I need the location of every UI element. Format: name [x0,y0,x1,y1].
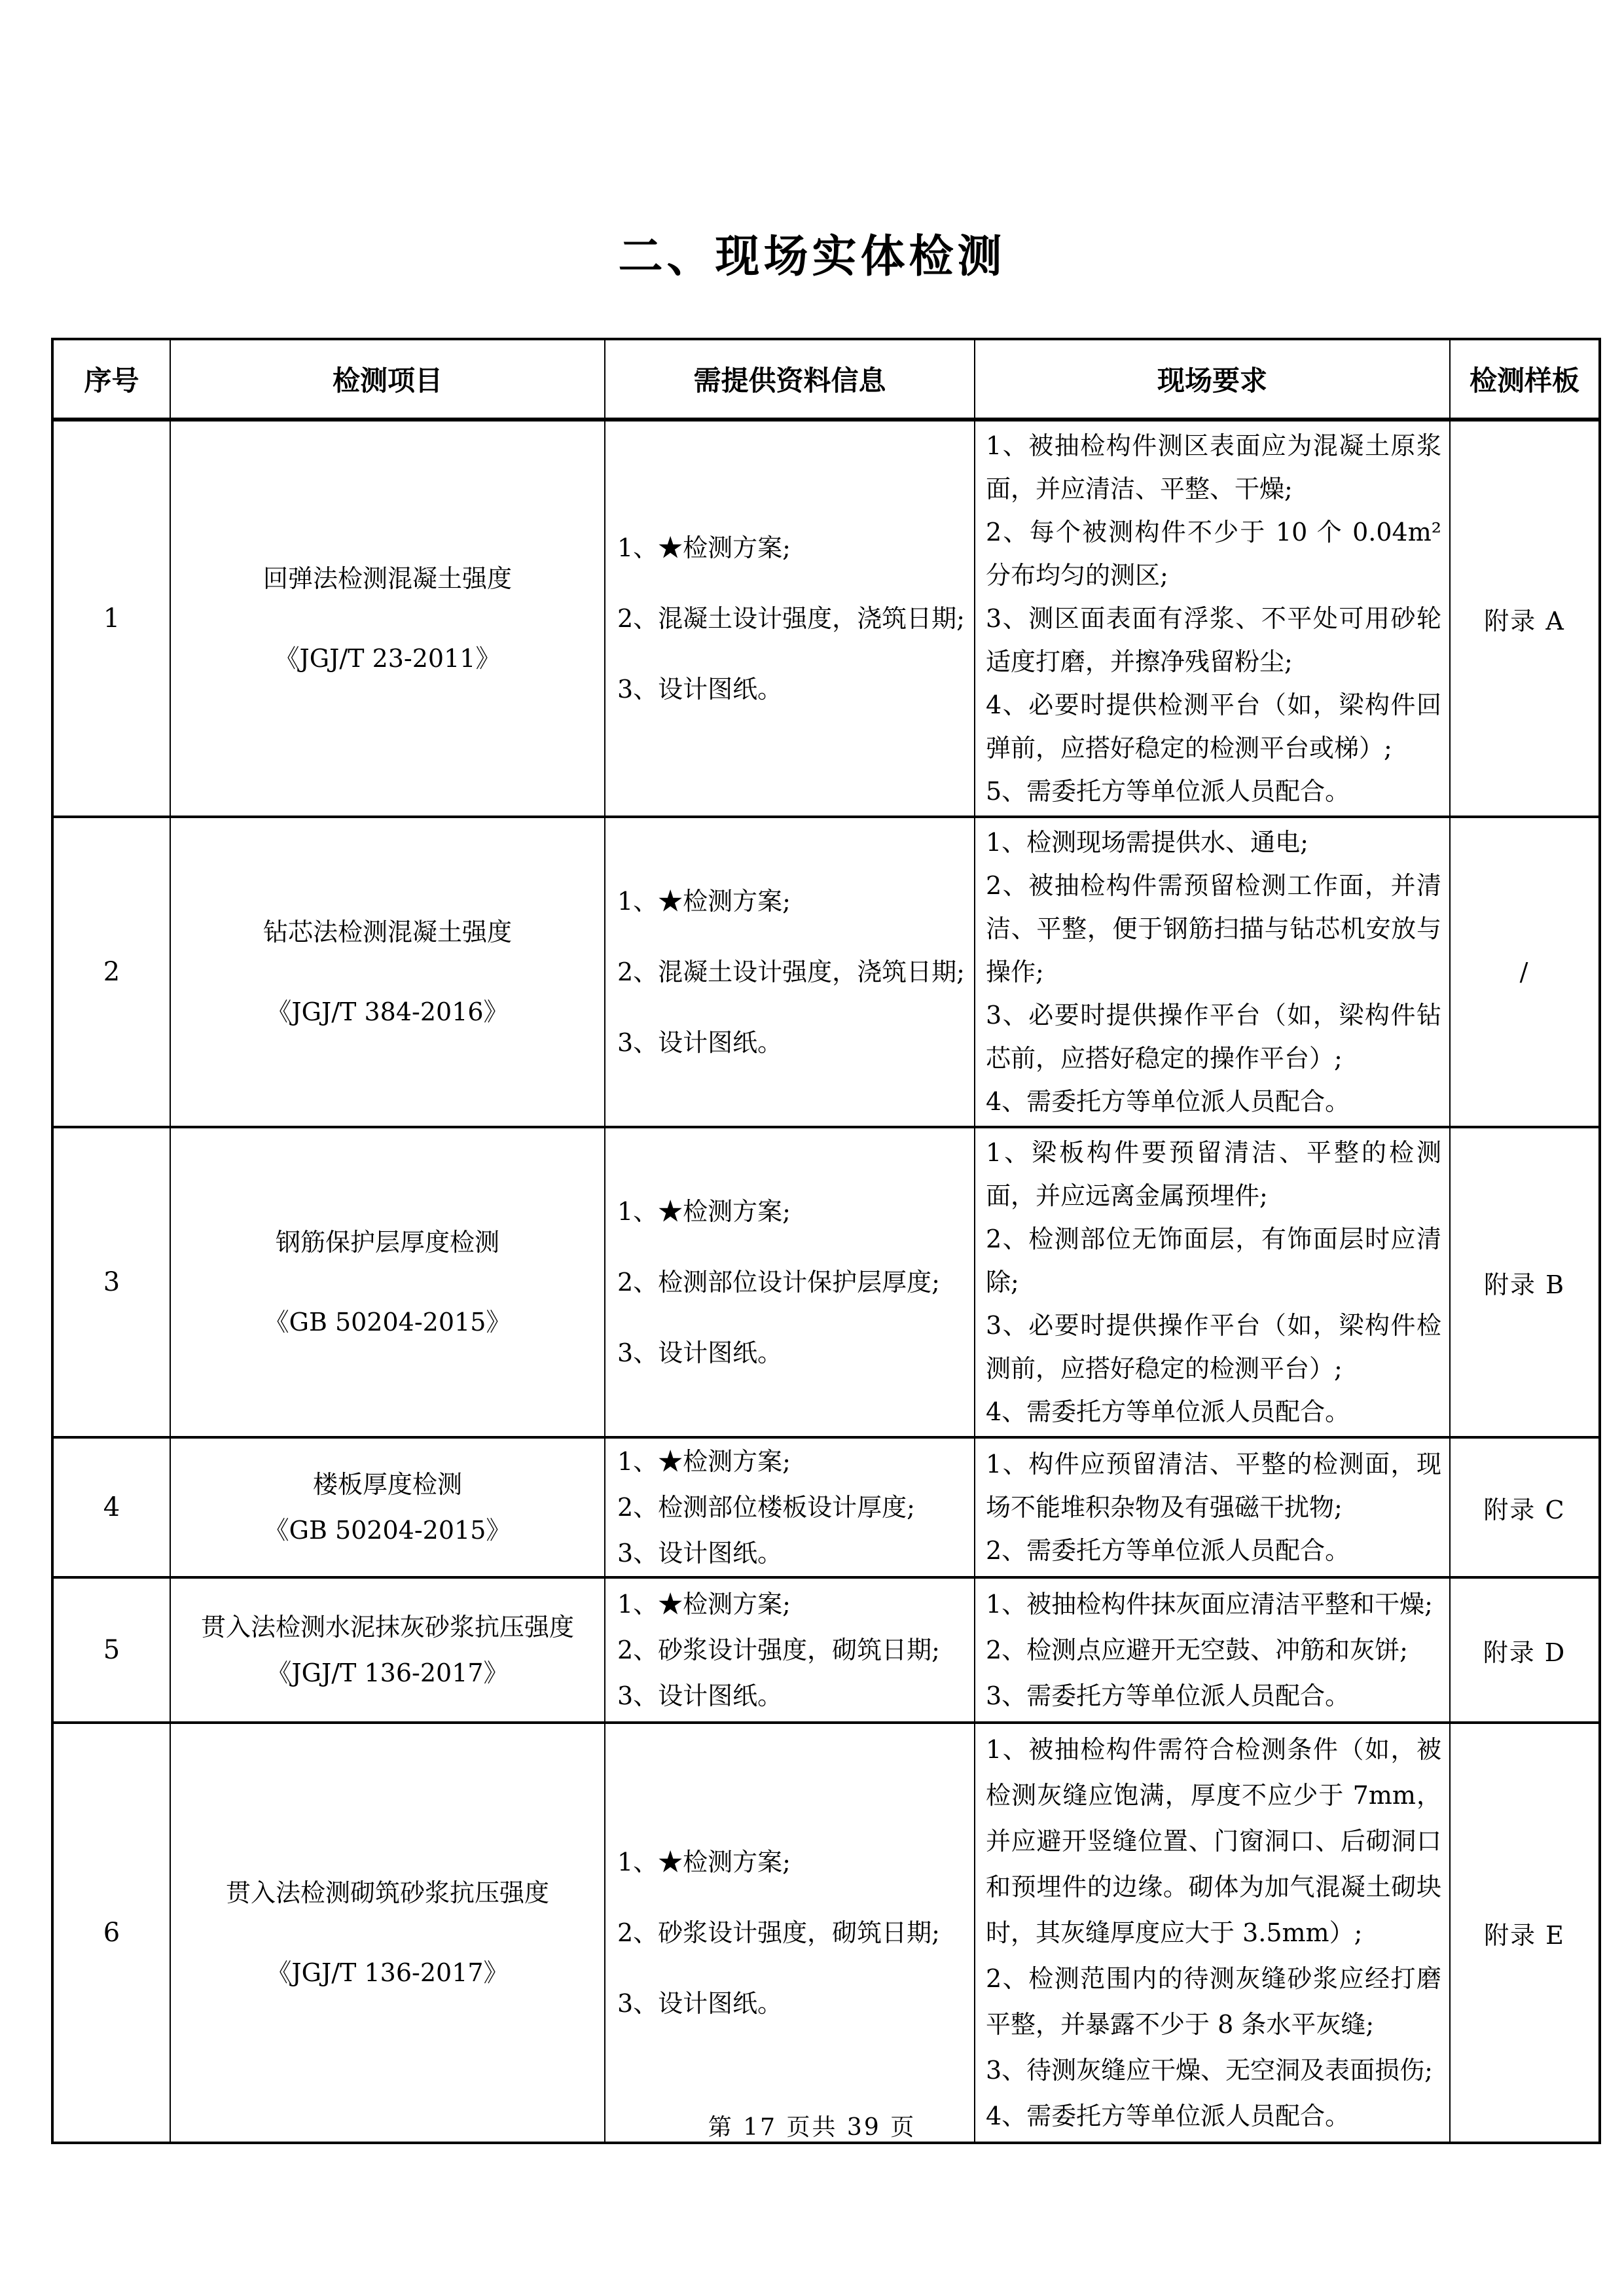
info-item: 2、混凝土设计强度，浇筑日期; [617,604,965,633]
project-standard: 《JGJ/T 384-2016》 [266,997,509,1026]
project-name: 贯入法检测砌筑砂浆抗压强度 [225,1878,549,1907]
info-cell [605,817,975,1127]
requirement-item: 1、被抽检构件抹灰面应清洁平整和干燥; [986,1590,1433,1619]
requirement-item: 2、检测部位无饰面层，有饰面层时应清除; [986,1225,1441,1297]
requirements-cell [975,817,1450,1127]
inspection-table [51,338,1601,2144]
col-header-info: 需提供资料信息 [605,339,975,420]
requirement-item: 3、待测灰缝应干燥、无空洞及表面损伤; [986,2056,1433,2085]
requirement-item: 3、必要时提供操作平台（如，梁构件检测前，应搭好稳定的检测平台）; [986,1311,1441,1383]
info-item: 1、★检测方案; [617,1197,791,1226]
requirement-item: 4、必要时提供检测平台（如，梁构件回弹前，应搭好稳定的检测平台或梯）; [986,691,1441,762]
info-cell [605,1723,975,2143]
table-row [52,817,1600,1127]
requirement-item: 3、必要时提供操作平台（如，梁构件钻芯前，应搭好稳定的操作平台）; [986,1001,1441,1073]
table-row [52,1577,1600,1723]
info-item: 3、设计图纸。 [617,1539,783,1568]
info-cell [605,1437,975,1577]
info-item: 3、设计图纸。 [617,675,783,704]
requirement-item: 1、构件应预留清洁、平整的检测面，现场不能堆积杂物及有强磁干扰物; [986,1450,1441,1522]
project-lines [171,912,604,1032]
table-row [52,1437,1600,1577]
requirements-cell [975,1723,1450,2143]
requirement-item: 1、检测现场需提供水、通电; [986,828,1308,857]
project-lines [171,558,604,679]
page-title: 二、现场实体检测 [618,231,1006,283]
project-standard: 《GB 50204-2015》 [264,1516,511,1545]
project-cell [170,817,605,1127]
project-cell [170,1723,605,2143]
info-item: 1、★检测方案; [617,1848,791,1876]
requirement-item: 5、需委托方等单位派人员配合。 [986,777,1350,806]
info-cell [605,1577,975,1723]
info-item: 2、砂浆设计强度，砌筑日期; [617,1918,940,1947]
project-cell [170,420,605,817]
sample-cell: / [1450,817,1600,1127]
requirement-item: 1、被抽检构件需符合检测条件（如，被检测灰缝应饱满，厚度不应少于 7mm，并应避开竖缝位置、门窗洞口、后砌洞口和预埋件的边缘。砌体为加气混凝土砌块时，其灰缝厚度应大于 3.5mm）; [986,1735,1441,1947]
sample-cell: 附录 B [1450,1127,1600,1437]
info-item: 2、检测部位设计保护层厚度; [617,1268,940,1297]
table-row [52,420,1600,817]
requirement-item: 2、被抽检构件需预留检测工作面，并清洁、平整，便于钢筋扫描与钻芯机安放与操作; [986,871,1441,986]
info-item: 1、★检测方案; [617,887,791,916]
requirements-cell [975,420,1450,817]
requirement-item: 2、每个被测构件不少于 10 个 0.04m²分布均匀的测区; [986,518,1441,590]
info-item: 2、检测部位楼板设计厚度; [617,1493,915,1522]
row-number: 2 [52,817,170,1127]
info-item: 3、设计图纸。 [617,1989,783,2018]
row-number: 3 [52,1127,170,1437]
info-item: 1、★检测方案; [617,533,791,562]
requirement-item: 2、需委托方等单位派人员配合。 [986,1536,1350,1565]
project-name: 楼板厚度检测 [312,1470,462,1499]
sample-cell: 附录 D [1450,1577,1600,1723]
requirement-item: 3、测区面表面有浮浆、不平处可用砂轮适度打磨，并擦净残留粉尘; [986,604,1441,676]
project-cell [170,1437,605,1577]
requirement-item: 4、需委托方等单位派人员配合。 [986,1397,1350,1426]
col-header-sample: 检测样板 [1450,339,1600,420]
requirements-cell [975,1127,1450,1437]
requirement-item: 4、需委托方等单位派人员配合。 [986,1087,1350,1116]
project-standard: 《JGJ/T 136-2017》 [266,1958,509,1987]
project-standard: 《GB 50204-2015》 [264,1308,511,1336]
col-header-requirements: 现场要求 [975,339,1450,420]
project-cell [170,1127,605,1437]
sample-cell: 附录 A [1450,420,1600,817]
requirement-item: 2、检测点应避开无空鼓、冲筋和灰饼; [986,1636,1408,1664]
col-header-index: 序号 [52,339,170,420]
table-row [52,1723,1600,2143]
row-number: 5 [52,1577,170,1723]
project-name: 回弹法检测混凝土强度 [262,564,512,593]
table-header-row [52,339,1600,420]
requirement-item: 1、被抽检构件测区表面应为混凝土原浆面，并应清洁、平整、干燥; [986,431,1441,503]
project-lines [171,1464,604,1551]
info-item: 2、混凝土设计强度，浇筑日期; [617,958,965,986]
row-number: 6 [52,1723,170,2143]
col-header-project: 检测项目 [170,339,605,420]
project-standard: 《JGJ/T 136-2017》 [266,1659,509,1687]
requirements-cell [975,1437,1450,1577]
info-item: 1、★检测方案; [617,1590,791,1619]
requirements-cell [975,1577,1450,1723]
info-item: 1、★检测方案; [617,1447,791,1476]
info-item: 3、设计图纸。 [617,1338,783,1367]
project-name: 钢筋保护层厚度检测 [275,1228,499,1257]
requirement-item: 2、检测范围内的待测灰缝砂浆应经打磨平整，并暴露不少于 8 条水平灰缝; [986,1964,1441,2039]
row-number: 4 [52,1437,170,1577]
row-number: 1 [52,420,170,817]
project-lines [171,1222,604,1342]
requirement-item: 3、需委托方等单位派人员配合。 [986,1681,1350,1710]
info-cell [605,1127,975,1437]
project-name: 贯入法检测水泥抹灰砂浆抗压强度 [200,1613,574,1641]
project-standard: 《JGJ/T 23-2011》 [274,644,501,673]
sample-cell: 附录 E [1450,1723,1600,2143]
page-footer: 第 17 页共 39 页 [708,2114,916,2141]
info-cell [605,420,975,817]
requirement-item: 1、梁板构件要预留清洁、平整的检测面，并应远离金属预埋件; [986,1138,1441,1210]
info-item: 2、砂浆设计强度，砌筑日期; [617,1636,940,1664]
sample-cell: 附录 C [1450,1437,1600,1577]
table-row [52,1127,1600,1437]
project-lines [171,1607,604,1693]
project-lines [171,1873,604,1993]
info-item: 3、设计图纸。 [617,1028,783,1057]
info-item: 3、设计图纸。 [617,1681,783,1710]
project-cell [170,1577,605,1723]
requirement-item: 4、需委托方等单位派人员配合。 [986,2102,1350,2130]
project-name: 钻芯法检测混凝土强度 [262,918,512,946]
